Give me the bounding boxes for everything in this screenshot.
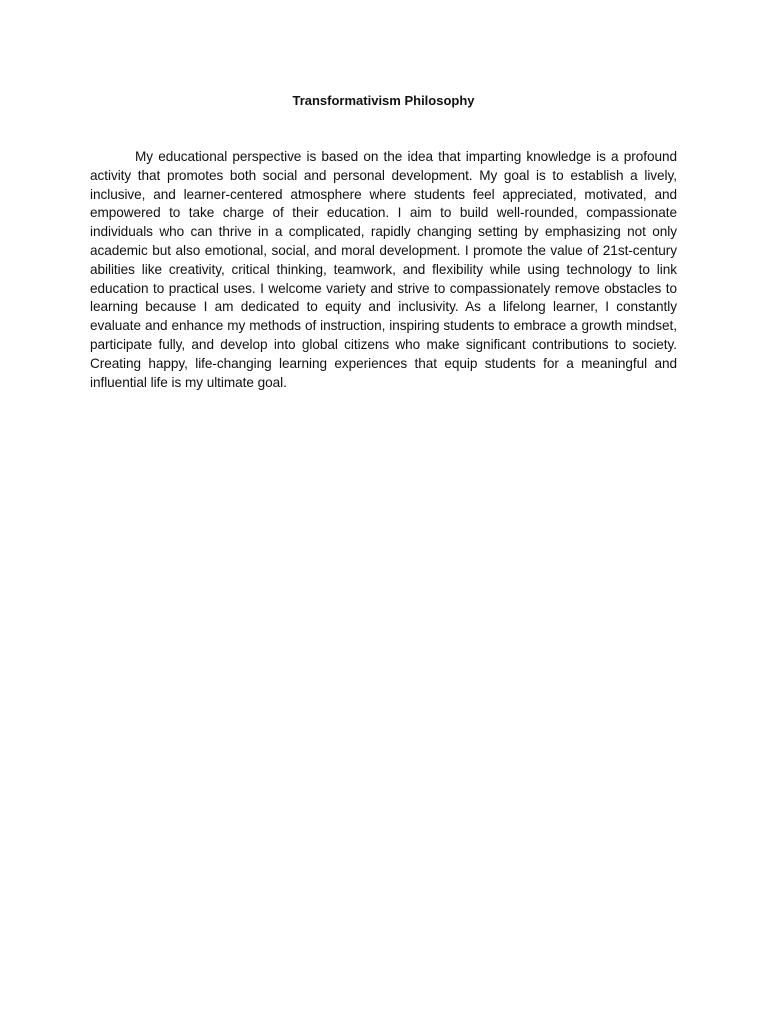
document-title: Transformativism Philosophy — [292, 93, 475, 108]
body-paragraph: My educational perspective is based on the idea that imparting knowledge is a profound activity that promotes both social and personal development. My goal is to establish a lively, inclusive, and learner-centered atmosphere where students feel appreciated, motivated, and empowered to take charge of their education. I aim to build well-rounded, compassionate individuals who can thrive in a complicated, rapidly changing setting by emphasizing not only academic but also emotional, social, and moral development. I promote the value of 21st-century abilities like creativity, critical thinking, teamwork, and flexibility while using technology to link education to practical uses. I welcome variety and strive to compassionately remove obstacles to learning because I am dedicated to equity and inclusivity. As a lifelong learner, I constantly evaluate and enhance my methods of instruction, inspiring students to embrace a growth mindset, participate fully, and develop into global citizens who make significant contributions to society. Creating happy, life-changing learning experiences that equip students for a meaningful and influential life is my ultimate goal. — [90, 149, 677, 390]
